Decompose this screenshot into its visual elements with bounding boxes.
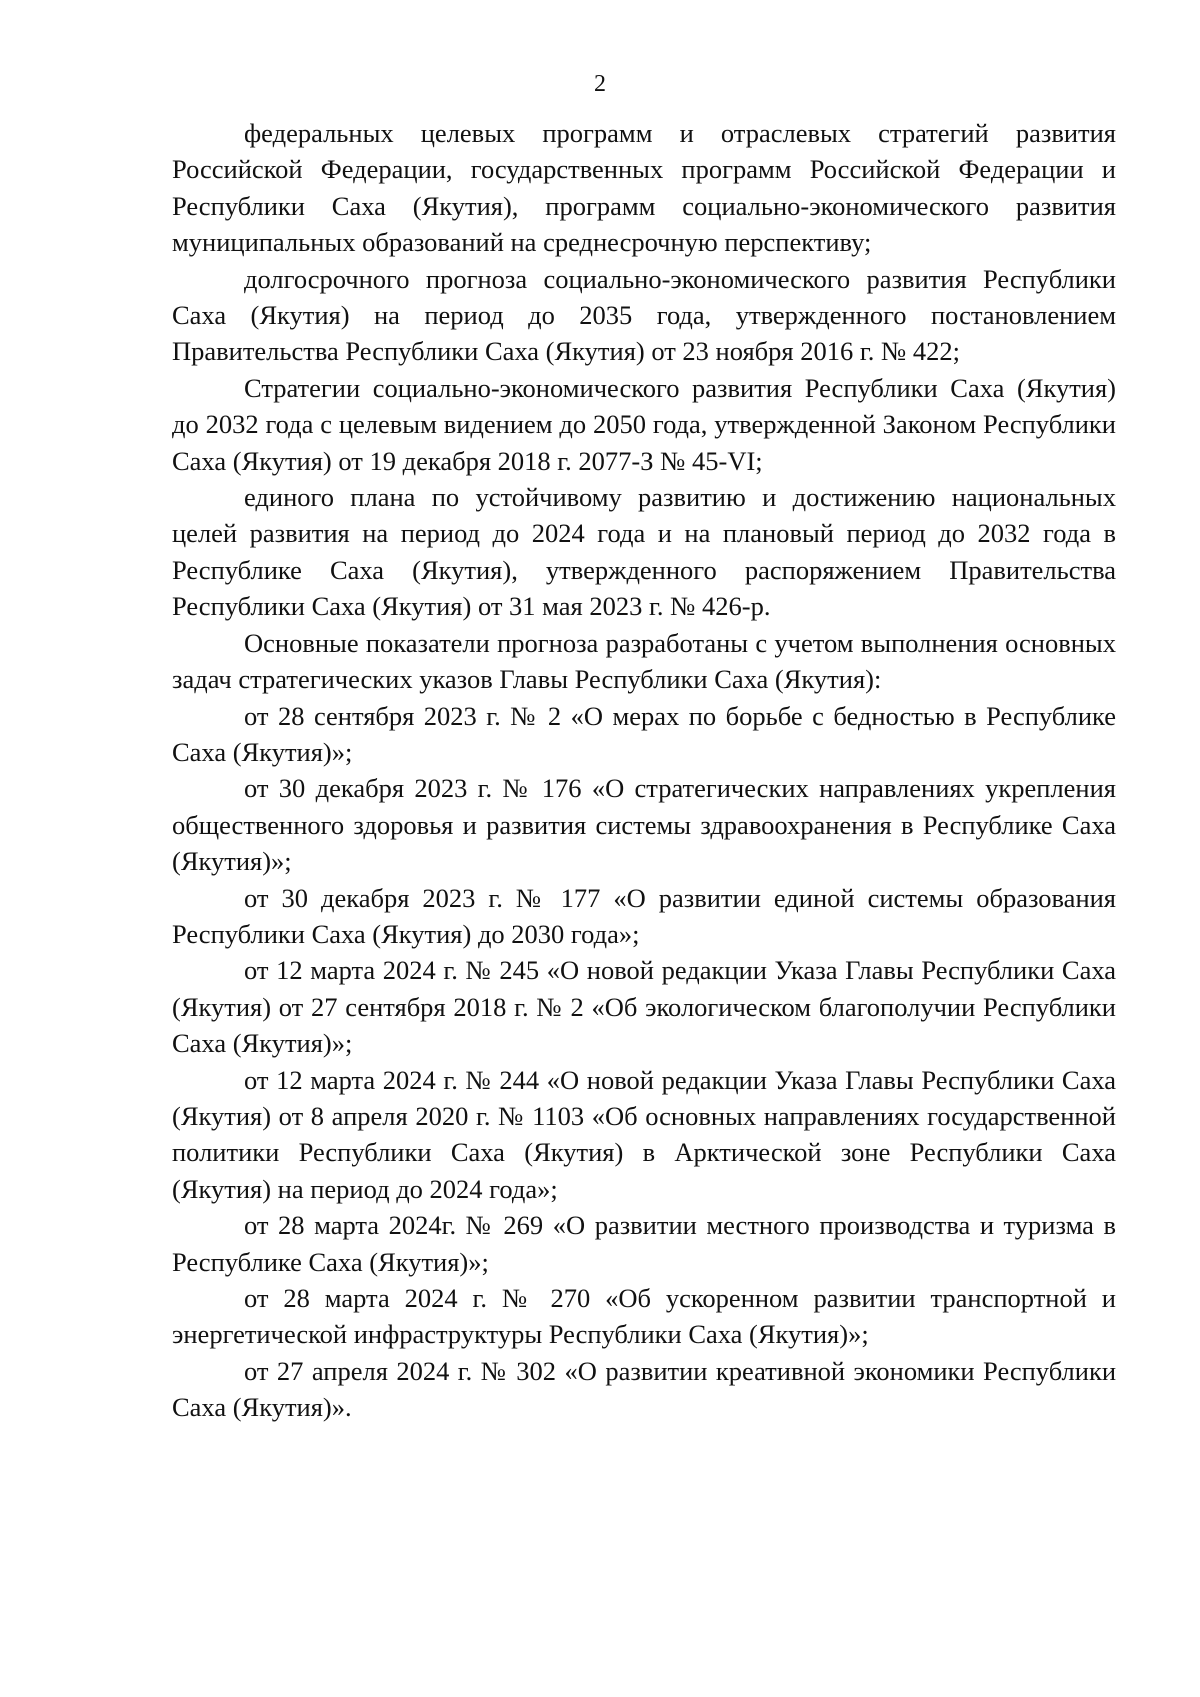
decree-item: от 30 декабря 2023 г. № 177 «О развитии единой системы образования Республики Саха (Якутия) до 2030 года»; [172, 882, 1116, 949]
paragraph-forecast-indicators: Основные показатели прогноза разработаны с учетом выполнения основных задач стратегических указов Главы Республики Саха (Якутия): [172, 627, 1116, 695]
decree-item: от 30 декабря 2023 г. № 176 «О стратегических направлениях укрепления общественного здоровья и развития системы здравоохранения в Республике Саха (Якутия)»; [172, 773, 1116, 877]
paragraph-development-strategy: Стратегии социально-экономического развития Республики Саха (Якутия) до 2032 года с целевым видением до 2050 года, утвержденной Законом Республики Саха (Якутия) от 19 декабря 2018 г. 2077-З № 45-VI; [172, 372, 1116, 476]
decree-item: от 28 сентября 2023 г. № 2 «О мерах по борьбе с бедностью в Республике Саха (Якутия)»; [172, 700, 1116, 767]
paragraph-federal-programs: федеральных целевых программ и отраслевых стратегий развития Российской Федерации, государственных программ Российской Федерации и Республики Саха (Якутия), программ социально-экономического развития муниципальных образований на среднесрочную перспективу; [172, 118, 1116, 258]
page-number: 2 [594, 71, 606, 97]
decree-item: от 12 марта 2024 г. № 245 «О новой редакции Указа Главы Республики Саха (Якутия) от 27 сентября 2018 г. № 2 «Об экологическом благополучии Республики Саха (Якутия)»; [172, 955, 1116, 1059]
paragraph-unified-plan: единого плана по устойчивому развитию и достижению национальных целей развития на период до 2024 года и на плановый период до 2032 года в Республике Саха (Якутия), утвержденного распоряжением Правительства Республики Саха (Якутия) от 31 мая 2023 г. № 426-р. [172, 482, 1116, 622]
decree-item: от 28 марта 2024 г. № 270 «Об ускоренном развитии транспортной и энергетической инфраструктуры Республики Саха (Якутия)»; [172, 1283, 1116, 1350]
decree-item: от 12 марта 2024 г. № 244 «О новой редакции Указа Главы Республики Саха (Якутия) от 8 апреля 2020 г. № 1103 «Об основных направлениях государственной политики Республики Саха (Якутия) в Арктической зоне Республики Саха (Якутия) на период до 2024 года»; [172, 1064, 1116, 1204]
decree-item: от 27 апреля 2024 г. № 302 «О развитии креативной экономики Республики Саха (Якутия)». [172, 1355, 1116, 1423]
paragraph-long-term-forecast: долгосрочного прогноза социально-экономического развития Республики Саха (Якутия) на период до 2035 года, утвержденного постановлением Правительства Республики Саха (Якутия) от 23 ноября 2016 г. № 422; [172, 263, 1116, 367]
decree-item: от 28 марта 2024г. № 269 «О развитии местного производства и туризма в Республике Саха (Якутия)»; [172, 1210, 1116, 1277]
document-body [172, 115, 1116, 1426]
